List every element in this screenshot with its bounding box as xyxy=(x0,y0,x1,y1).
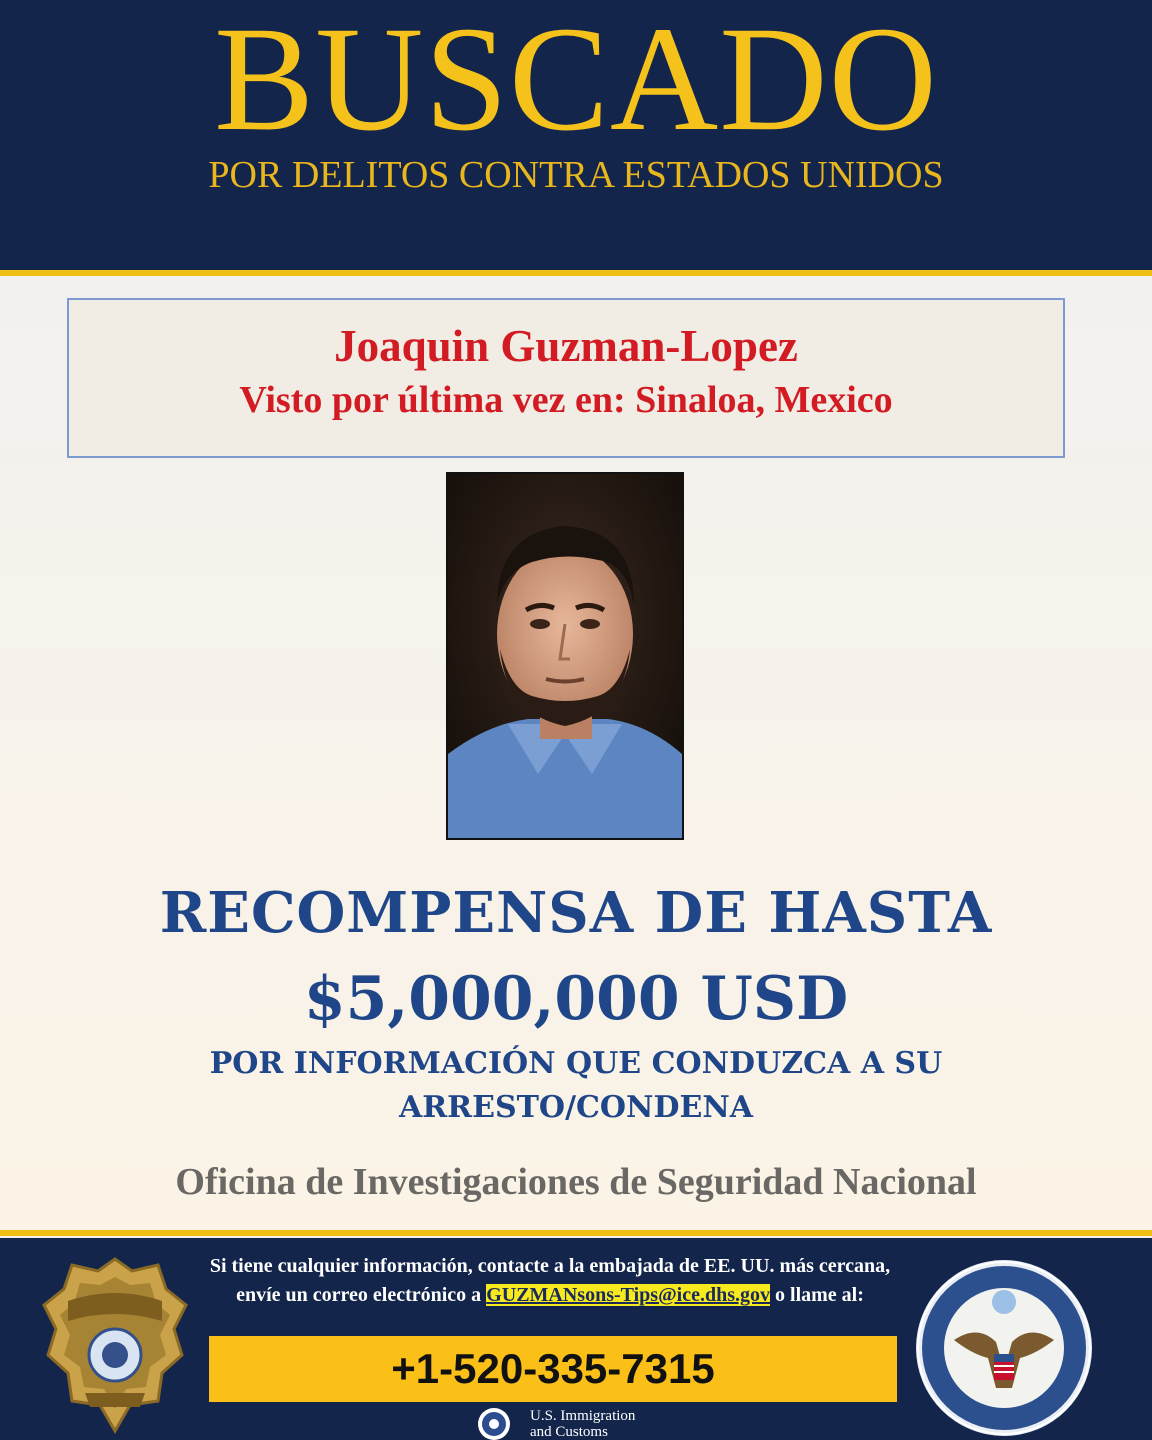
reward-heading: RECOMPENSA DE HASTA xyxy=(159,880,993,946)
gold-divider-bottom xyxy=(0,1230,1152,1236)
hsi-badge-icon xyxy=(40,1255,190,1435)
poster-subtitle: POR DELITOS CONTRA ESTADOS UNIDOS xyxy=(208,154,944,196)
subject-name: Joaquin Guzman-Lopez xyxy=(334,321,798,371)
tips-email-link[interactable]: GUZMANsons-Tips@ice.dhs.gov xyxy=(486,1284,771,1306)
ice-agency-label xyxy=(530,1408,635,1440)
reward-amount: $5,000,000 USD xyxy=(303,964,849,1034)
subject-info-box xyxy=(67,298,1065,458)
last-seen-location: Visto por última vez en: Sinaloa, Mexico xyxy=(239,379,893,421)
state-department-seal-icon xyxy=(914,1258,1094,1438)
ice-label-line1: U.S. Immigration xyxy=(530,1408,636,1424)
reward-condition: POR INFORMACIÓN QUE CONDUZCA A SU ARRESTO/CONDENA xyxy=(209,1046,943,1125)
portrait-illustration xyxy=(448,474,682,838)
subject-photo xyxy=(446,472,684,840)
contact-text-before: Si tiene cualquier información, contacte a la embajada de EE. UU. más cercana, envíe un correo electrónico a xyxy=(209,1255,891,1306)
agency-name: Oficina de Investigaciones de Seguridad Nacional xyxy=(175,1161,977,1203)
tip-phone-number[interactable]: +1-520-335-7315 xyxy=(209,1336,897,1402)
gold-divider-top xyxy=(0,270,1152,276)
contact-text-after: o llame al: xyxy=(770,1284,864,1306)
contact-instructions xyxy=(190,1252,910,1310)
poster-title: BUSCADO xyxy=(214,0,938,162)
ice-label-line2: and Customs xyxy=(530,1424,608,1440)
